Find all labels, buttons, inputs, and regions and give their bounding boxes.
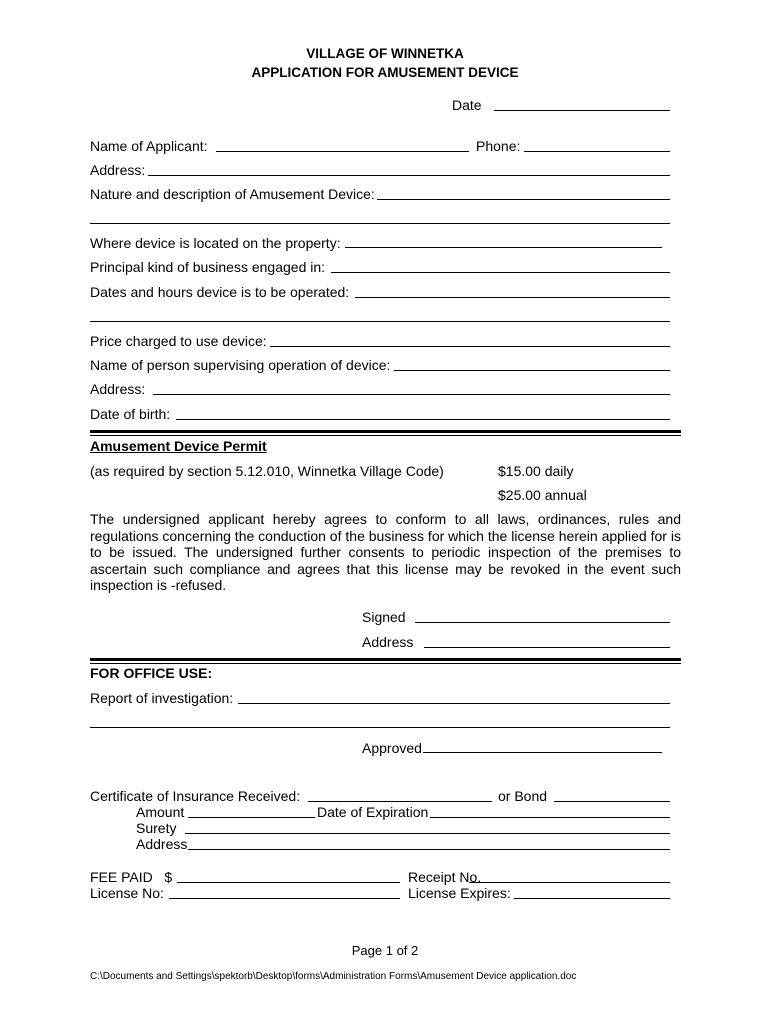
fee-annual: $25.00 annual bbox=[498, 487, 587, 503]
form-title: VILLAGE OF WINNETKA bbox=[306, 46, 464, 61]
fee-paid-label: FEE PAID $ bbox=[90, 869, 173, 885]
signed-label: Signed bbox=[362, 609, 406, 625]
signer-address-label: Address bbox=[362, 634, 414, 650]
license-expires-field[interactable] bbox=[514, 898, 670, 899]
surety-label: Surety bbox=[136, 820, 177, 836]
dates-hours-field[interactable] bbox=[355, 297, 670, 298]
address-field[interactable] bbox=[148, 175, 670, 176]
approved-field[interactable] bbox=[423, 752, 662, 753]
date-field[interactable] bbox=[494, 110, 670, 111]
phone-label: Phone: bbox=[476, 138, 521, 154]
amount-field[interactable] bbox=[188, 817, 315, 818]
fee-paid-field[interactable] bbox=[177, 882, 400, 883]
license-no-field[interactable] bbox=[169, 898, 400, 899]
bond-label: or Bond bbox=[498, 788, 548, 804]
nature-label: Nature and description of Amusement Device: bbox=[90, 186, 375, 202]
location-field[interactable] bbox=[345, 247, 662, 248]
page-number: Page 1 of 2 bbox=[351, 943, 419, 958]
nature-field[interactable] bbox=[377, 199, 670, 200]
price-label: Price charged to use device: bbox=[90, 333, 267, 349]
business-label: Principal kind of business engaged in: bbox=[90, 259, 326, 275]
dates-hours-field-continued[interactable] bbox=[90, 321, 670, 322]
dob-field[interactable] bbox=[176, 419, 670, 420]
certificate-label: Certificate of Insurance Received: bbox=[90, 788, 301, 804]
signature-field[interactable] bbox=[415, 622, 670, 623]
expiration-field[interactable] bbox=[430, 817, 670, 818]
phone-field[interactable] bbox=[524, 151, 670, 152]
receipt-label: Receipt No. bbox=[408, 869, 482, 885]
bond-field[interactable] bbox=[554, 801, 670, 802]
supervisor-address-field[interactable] bbox=[153, 394, 670, 395]
date-label: Date bbox=[452, 97, 482, 113]
expiration-label: Date of Expiration bbox=[317, 804, 429, 820]
office-use-heading: FOR OFFICE USE: bbox=[90, 665, 213, 681]
dob-label: Date of birth: bbox=[90, 406, 171, 422]
supervisor-field[interactable] bbox=[394, 370, 670, 371]
office-address-label: Address bbox=[136, 836, 188, 852]
certificate-field[interactable] bbox=[308, 801, 492, 802]
supervisor-label: Name of person supervising operation of device: bbox=[90, 357, 391, 373]
amount-label: Amount bbox=[136, 804, 185, 820]
permit-heading: Amusement Device Permit bbox=[90, 438, 267, 454]
approved-label: Approved bbox=[362, 740, 422, 756]
report-label: Report of investigation: bbox=[90, 690, 234, 706]
nature-field-continued[interactable] bbox=[90, 223, 670, 224]
license-expires-label: License Expires: bbox=[408, 885, 511, 901]
section-divider-thin bbox=[90, 435, 681, 436]
report-field-continued[interactable] bbox=[90, 727, 670, 728]
office-divider bbox=[90, 658, 681, 661]
applicant-name-field[interactable] bbox=[216, 151, 469, 152]
file-path: C:\Documents and Settings\spektorb\Desktop\forms\Administration Forms\Amusement Device application.doc bbox=[90, 971, 577, 982]
location-label: Where device is located on the property: bbox=[90, 235, 341, 251]
applicant-name-label: Name of Applicant: bbox=[90, 138, 208, 154]
fee-daily: $15.00 daily bbox=[498, 463, 574, 479]
dates-hours-label: Dates and hours device is to be operated: bbox=[90, 284, 350, 300]
form-subtitle: APPLICATION FOR AMUSEMENT DEVICE bbox=[251, 65, 519, 80]
signer-address-field[interactable] bbox=[424, 647, 670, 648]
report-field[interactable] bbox=[238, 703, 670, 704]
business-field[interactable] bbox=[331, 272, 670, 273]
office-divider-thin bbox=[90, 663, 681, 664]
supervisor-address-label: Address: bbox=[90, 381, 146, 397]
permit-section-ref: (as required by section 5.12.010, Winnetka Village Code) bbox=[90, 463, 444, 479]
license-no-label: License No: bbox=[90, 885, 164, 901]
price-field[interactable] bbox=[270, 346, 670, 347]
receipt-field[interactable] bbox=[469, 882, 670, 883]
section-divider bbox=[90, 430, 681, 433]
surety-field[interactable] bbox=[185, 833, 670, 834]
address-label: Address: bbox=[90, 162, 146, 178]
agreement-text: The undersigned applicant hereby agrees to conform to all laws, ordinances, rules and regulations concerning the conduction of the business for which the license herein applied for is to be issued. The undersigned further consents to periodic inspection of the premises to ascertain such compliance and agrees that this license may be revoked in the event such inspection is -refused. bbox=[90, 511, 681, 593]
office-address-field[interactable] bbox=[188, 849, 670, 850]
